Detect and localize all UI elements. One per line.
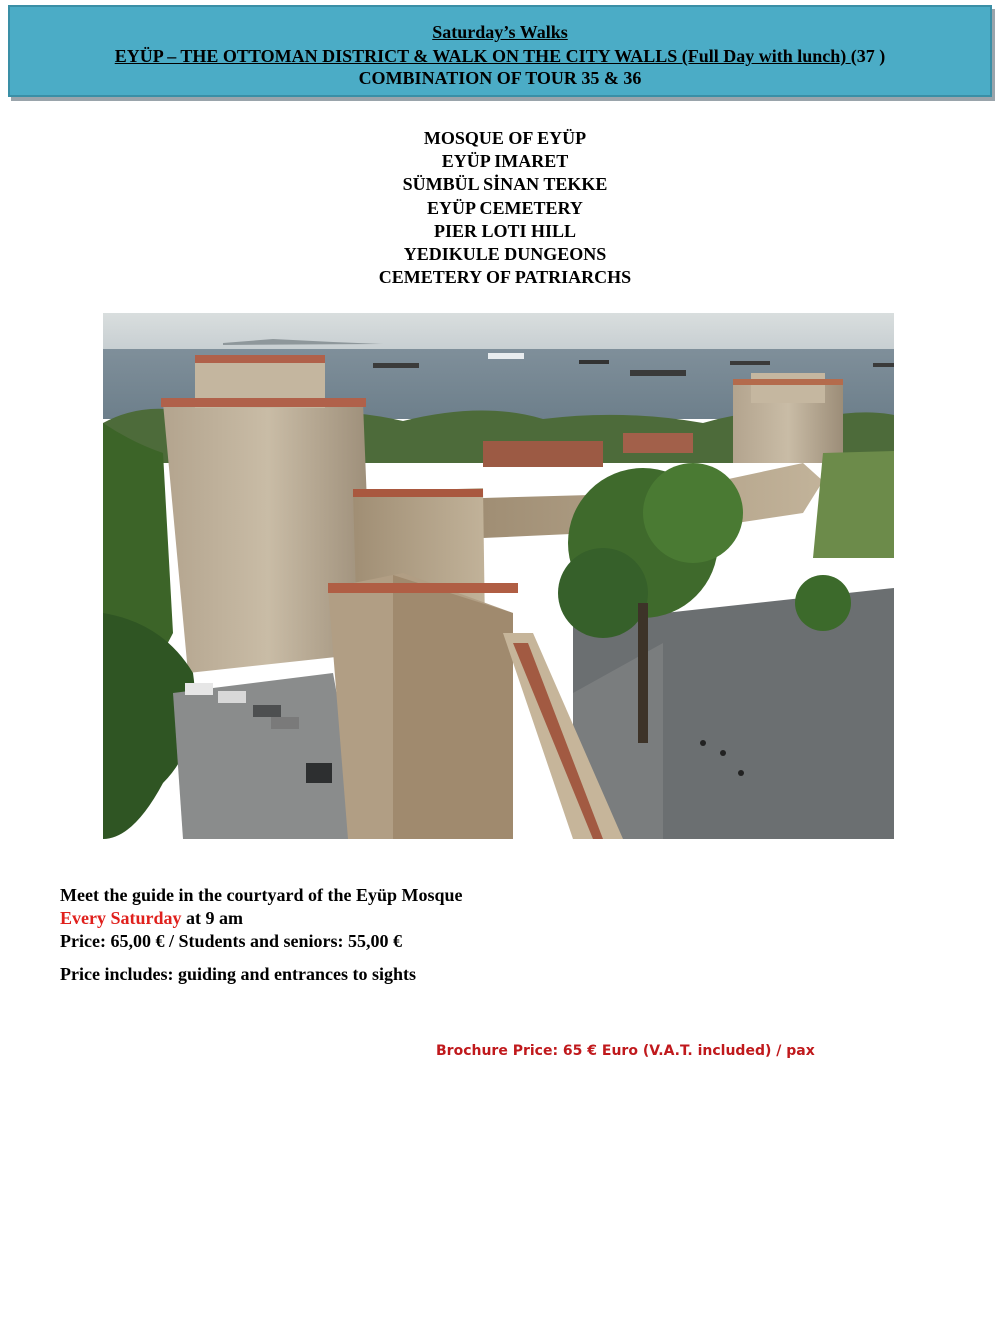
- brochure-price: Brochure Price: 65 € Euro (V.A.T. included) / pax: [436, 1043, 815, 1059]
- fortress-photo: [103, 313, 894, 839]
- sight-item: EYÜP IMARET: [441, 151, 569, 172]
- tour-number: (37 ): [850, 46, 886, 66]
- header-title: Saturday’s Walks: [432, 22, 568, 42]
- sight-item: YEDIKULE DUNGEONS: [403, 244, 607, 265]
- header-banner: [8, 5, 992, 97]
- tour-title: [10, 45, 990, 67]
- sight-item: CEMETERY OF PATRIARCHS: [378, 267, 632, 288]
- sight-item: SÜMBÜL SİNAN TEKKE: [402, 174, 608, 195]
- schedule-day: Every Saturday: [60, 908, 182, 928]
- price: Price: 65,00 € / Students and seniors: 55,00 €: [60, 931, 402, 951]
- schedule-time: at 9 am: [181, 908, 243, 928]
- schedule: [60, 907, 243, 929]
- sight-item: EYÜP CEMETERY: [427, 197, 583, 218]
- meeting-point: Meet the guide in the courtyard of the Eyüp Mosque: [60, 885, 463, 905]
- tour-combination: COMBINATION OF TOUR 35 & 36: [358, 68, 642, 88]
- tour-name: EYÜP – THE OTTOMAN DISTRICT & WALK ON THE CITY WALLS (Full Day with lunch): [114, 46, 851, 66]
- sights-list: [0, 127, 1000, 289]
- sight-item: MOSQUE OF EYÜP: [423, 128, 587, 148]
- price-includes: Price includes: guiding and entrances to sights: [60, 964, 417, 984]
- sight-item: PIER LOTI HILL: [433, 220, 577, 241]
